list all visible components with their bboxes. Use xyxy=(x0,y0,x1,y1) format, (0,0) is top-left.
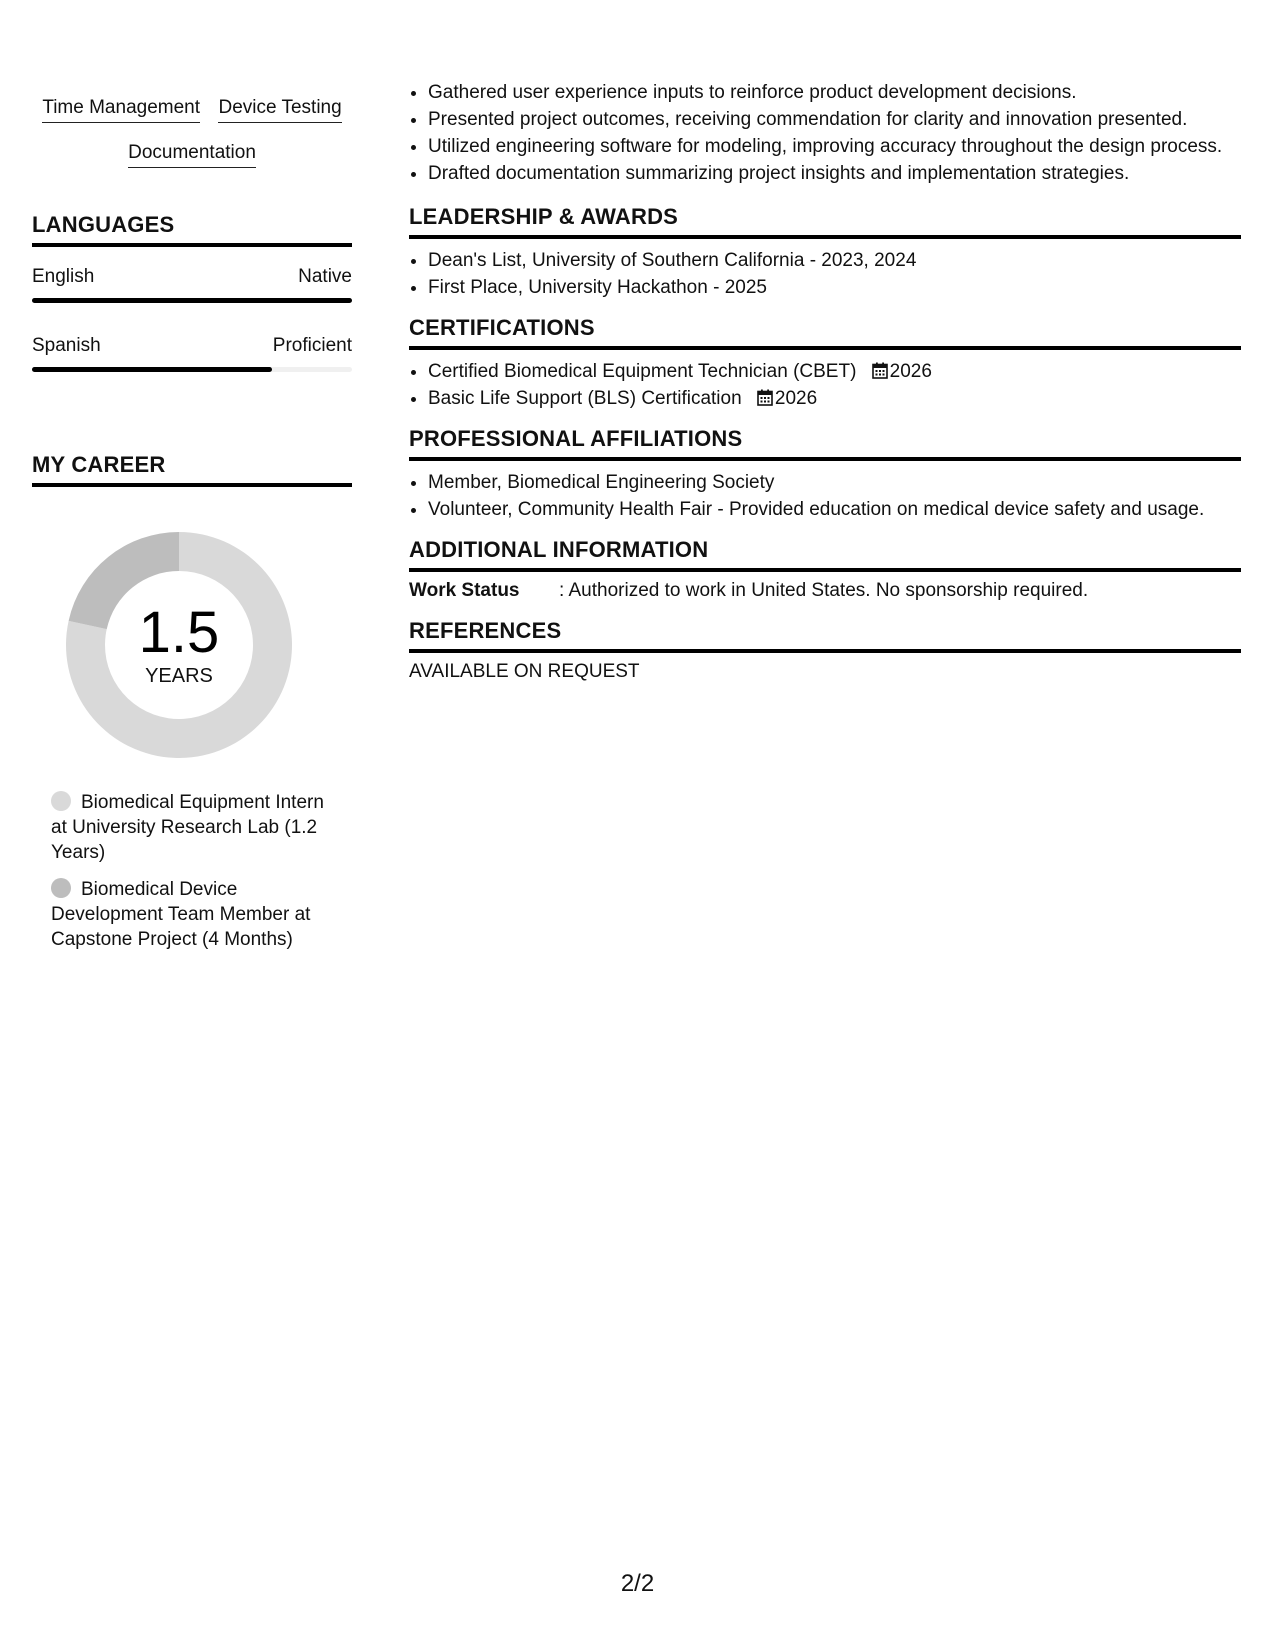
language-level: Proficient xyxy=(272,335,352,356)
leadership-list xyxy=(409,247,1241,301)
language-name: Spanish xyxy=(32,335,101,356)
language-level-bar xyxy=(32,367,352,372)
work-status-value: : Authorized to work in United States. No sponsorship required. xyxy=(559,580,1089,601)
list-item: • Dean's List, University of Southern California - 2023, 2024 xyxy=(428,247,1241,274)
legend-dot-icon xyxy=(51,878,71,898)
work-status-label: Work Status xyxy=(409,580,520,601)
language-item xyxy=(32,335,352,372)
calendar-icon xyxy=(872,362,888,379)
list-item xyxy=(428,385,1241,412)
language-name: English xyxy=(32,266,95,287)
certification-name: Certified Biomedical Equipment Technician (CBET) xyxy=(428,361,857,382)
calendar-icon xyxy=(757,389,773,406)
list-item xyxy=(428,358,1241,385)
list-item: • Volunteer, Community Health Fair - Provided education on medical device safety and usage. xyxy=(428,496,1241,523)
leadership-section xyxy=(409,204,1241,301)
work-status-row xyxy=(409,580,1241,602)
language-level: Native xyxy=(298,266,352,287)
skill-tag: Time Management xyxy=(42,96,200,123)
language-item xyxy=(32,266,352,303)
career-legend-item xyxy=(51,790,341,865)
career-legend-label: Biomedical Equipment Intern at University Research Lab (1.2 Years) xyxy=(51,792,324,863)
affiliations-heading: PROFESSIONAL AFFILIATIONS xyxy=(409,426,1241,461)
certifications-section xyxy=(409,315,1241,412)
references-section xyxy=(409,618,1241,683)
legend-dot-icon xyxy=(51,791,71,811)
career-total-value: 1.5 xyxy=(138,599,220,665)
additional-info-heading: ADDITIONAL INFORMATION xyxy=(409,537,1241,572)
references-text: AVAILABLE ON REQUEST xyxy=(409,661,640,682)
certification-name: Basic Life Support (BLS) Certification xyxy=(428,388,742,409)
list-item: • Gathered user experience inputs to reinforce product development decisions. xyxy=(428,79,1222,106)
list-item: • Utilized engineering software for modeling, improving accuracy throughout the design process. xyxy=(428,133,1222,160)
list-item: • Member, Biomedical Engineering Society xyxy=(428,469,1241,496)
career-legend-item xyxy=(51,877,341,952)
references-heading: REFERENCES xyxy=(409,618,1241,653)
leadership-heading: LEADERSHIP & AWARDS xyxy=(409,204,1241,239)
list-item: • Drafted documentation summarizing project insights and implementation strategies. xyxy=(428,160,1222,187)
language-level-fill xyxy=(32,298,352,303)
affiliations-section xyxy=(409,426,1241,523)
certifications-list xyxy=(409,358,1241,412)
certification-year: 2026 xyxy=(774,388,818,409)
affiliations-list xyxy=(409,469,1241,523)
skills-list xyxy=(32,86,352,176)
languages-heading: LANGUAGES xyxy=(32,212,352,247)
career-heading: MY CAREER xyxy=(32,452,352,487)
skill-tag: Documentation xyxy=(128,141,256,168)
language-level-bar xyxy=(32,298,352,303)
page-number: 2/2 xyxy=(620,1570,655,1597)
list-item: • First Place, University Hackathon - 2025 xyxy=(428,274,1241,301)
list-item: • Presented project outcomes, receiving commendation for clarity and innovation presented. xyxy=(428,106,1222,133)
career-legend xyxy=(51,790,341,964)
additional-info-section xyxy=(409,537,1241,602)
experience-bullets xyxy=(409,79,1222,187)
language-level-fill xyxy=(32,367,272,372)
career-total xyxy=(66,532,292,758)
career-legend-label: Biomedical Device Development Team Member at Capstone Project (4 Months) xyxy=(51,879,311,950)
certification-year: 2026 xyxy=(889,361,932,382)
certifications-heading: CERTIFICATIONS xyxy=(409,315,1241,350)
skill-tag: Device Testing xyxy=(218,96,341,123)
career-total-unit: YEARS xyxy=(145,664,213,687)
